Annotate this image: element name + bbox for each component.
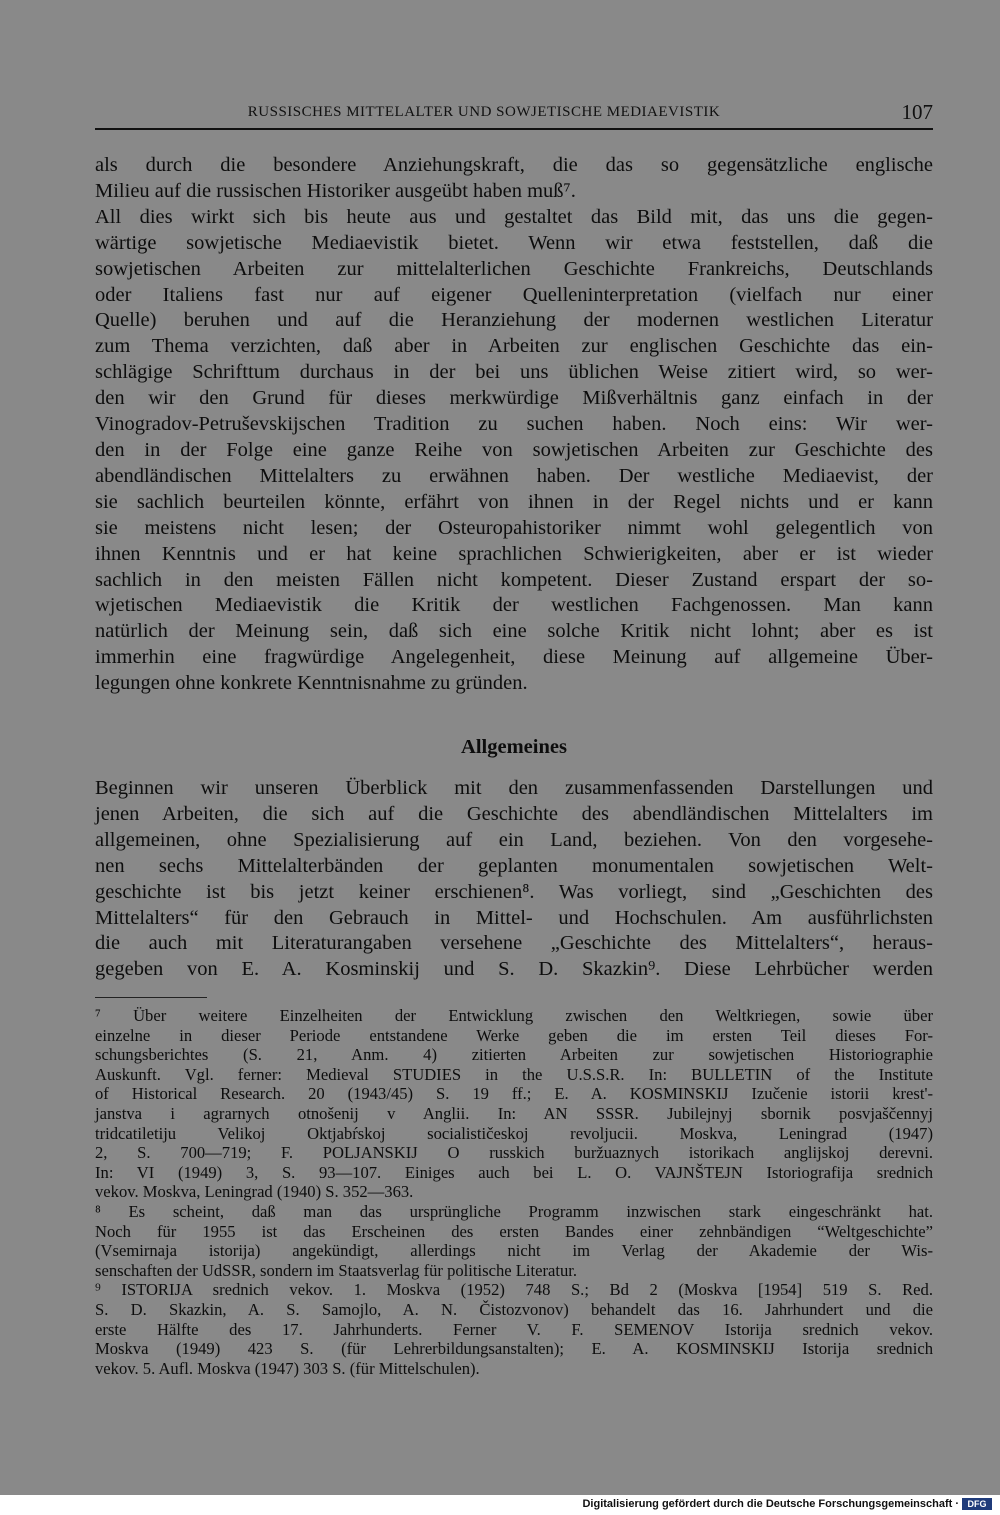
section-line: Mittelalters“ für den Gebrauch in Mittel- und Hochschulen. Am ausführlichsten — [95, 906, 933, 929]
footnote-line: Noch für 1955 ist das Erscheinen des ersten Bandes einer zehnbändigen “Weltgeschichte” — [95, 1221, 933, 1241]
body-line: schlägige Schrifttum durchaus in der bei uns üblichen Weise zitiert wird, so wer- — [95, 361, 933, 384]
body-line: wjetischen Mediaevistik die Kritik der westlichen Fachgenossen. Man kann — [95, 594, 933, 617]
section-line: gegeben von E. A. Kosminskij und S. D. Skazkin⁹. Diese Lehrbücher werden — [95, 958, 933, 981]
body-line: natürlich der Meinung sein, daß sich eine solche Kritik nicht lohnt; aber es ist — [95, 620, 933, 643]
body-line: sie meistens nicht lesen; der Osteuropahistoriker nimmt wohl gelegentlich von — [95, 516, 933, 539]
footnote-line: einzelne in dieser Periode entstandene Werke geben die im ersten Teil dieses For- — [95, 1025, 933, 1045]
footnote-divider — [95, 997, 207, 998]
body-line: zum Thema verzichten, daß aber in Arbeiten zur englischen Geschichte das ein- — [95, 335, 933, 358]
footnote-line: vekov. Moskva, Leningrad (1940) S. 352—363. — [95, 1182, 414, 1202]
footnote-line: Moskva (1949) 423 S. (für Lehrerbildungsanstalten); E. A. KOSMINSKIJ Istorija srednich — [95, 1339, 933, 1359]
body-line: oder Italiens fast nur auf eigener Quelleninterpretation (vielfach nur einer — [95, 283, 933, 306]
body-line: sachlich in den meisten Fällen nicht kompetent. Dieser Zustand erspart der so- — [95, 568, 933, 591]
running-header-title: RUSSISCHES MITTELALTER UND SOWJETISCHE MEDIAEVISTIK — [247, 104, 721, 120]
body-line: Quelle) beruhen und auf die Heranziehung der modernen westlichen Literatur — [95, 309, 933, 332]
footnote-line: ⁹ ISTORIJA srednich vekov. 1. Moskva (1952) 748 S.; Bd 2 (Moskva [1954] 519 S. Red. — [95, 1280, 933, 1300]
footnote-line: vekov. 5. Aufl. Moskva (1947) 303 S. (für Mittelschulen). — [95, 1358, 480, 1378]
footnote-line: schungsberichtes (S. 21, Anm. 4) zitierten Arbeiten zur sowjetischen Historiographie — [95, 1045, 933, 1065]
body-line: Vinogradov-Petruševskijschen Tradition zu suchen haben. Noch eins: Wir wer- — [95, 413, 933, 436]
section-line: allgemeinen, ohne Spezialisierung auf ein Land, beziehen. Von den vorgesehe- — [95, 828, 933, 851]
footnotes — [95, 1006, 933, 1378]
body-line: sowjetischen Arbeiten zur mittelalterlichen Geschichte Frankreichs, Deutschlands — [95, 257, 933, 280]
footnote-line: erste Hälfte des 17. Jahrhunderts. Ferner V. F. SEMENOV Istorija srednich vekov. — [95, 1319, 933, 1339]
body-line: ihnen Kenntnis und er hat keine sprachlichen Schwierigkeiten, aber er ist wieder — [95, 542, 933, 565]
footnote-line: 2, S. 700—719; F. POLJANSKIJ O russkich buržuaznych istorikach anglijskoj derevni. — [95, 1143, 933, 1163]
footnote-line: ⁸ Es scheint, daß man das ursprüngliche Programm inzwischen stark eingeschränkt hat. — [95, 1201, 933, 1221]
section-line: jenen Arbeiten, die sich auf die Geschichte des abendländischen Mittelalters im — [95, 802, 933, 825]
footnote-line: Auskunft. Vgl. ferner: Medieval STUDIES in the U.S.S.R. In: BULLETIN of the Institute — [95, 1064, 933, 1084]
body-line: als durch die besondere Anziehungskraft, die das so gegensätzliche englische — [95, 154, 933, 176]
footnote-line: janstva i agrarnych otnošenij v Anglii. In: AN SSSR. Jubilejnyj sbornik posvjaščennyj — [95, 1103, 933, 1123]
body-line: All dies wirkt sich bis heute aus und gestaltet das Bild mit, das uns die gegen- — [95, 205, 933, 228]
digitization-credit-text: Digitalisierung gefördert durch die Deutsche Forschungsgemeinschaft · — [582, 1498, 959, 1510]
body-line: abendländischen Mittelalters zu erwähnen haben. Der westliche Mediaevist, der — [95, 464, 933, 487]
section-line: Beginnen wir unseren Überblick mit den zusammenfassenden Darstellungen und — [95, 777, 933, 799]
body-line: legungen ohne konkrete Kenntnisnahme zu gründen. — [95, 672, 528, 695]
dfg-logo-icon: DFG — [962, 1498, 992, 1510]
page-number: 107 — [901, 100, 933, 124]
footnote-line: ⁷ Über weitere Einzelheiten der Entwicklung zwischen den Weltkriegen, sowie über — [95, 1006, 933, 1025]
footnote-line: S. D. Skazkin, A. S. Samojlo, A. N. Čistozvonov) behandelt das 16. Jahrhundert und die — [95, 1299, 933, 1319]
section-heading: Allgemeines — [461, 736, 567, 758]
body-line: sie sachlich beurteilen könnte, erfährt von ihnen in der Regel nichts und er kann — [95, 490, 933, 513]
body-line: wärtige sowjetische Mediaevistik bietet. Wenn wir etwa feststellen, daß die — [95, 231, 933, 254]
footnote-line: In: VI (1949) 3, S. 93—107. Einiges auch bei L. O. VAJNŠTEJN Istoriografija srednich — [95, 1162, 933, 1182]
section-paragraph — [95, 776, 933, 983]
digitization-credit — [582, 1498, 992, 1510]
running-header — [95, 100, 933, 130]
section-line: geschichte ist bis jetzt keiner erschienen⁸. Was vorliegt, sind „Geschichten des — [95, 880, 933, 903]
body-line: den in der Folge eine ganze Reihe von sowjetischen Arbeiten zur Geschichte des — [95, 438, 933, 461]
footnote-line: tridcatiletiju Velikoj Oktjabŕskoj socialističeskoj revoljucii. Moskva, Leningrad (1947) — [95, 1123, 933, 1143]
section-line: die auch mit Literaturangaben versehene „Geschichte des Mittelalters“, heraus- — [95, 932, 933, 955]
body-paragraphs — [95, 153, 933, 697]
section-line: nen sechs Mittelalterbänden der geplanten monumentalen sowjetischen Welt- — [95, 854, 933, 877]
body-line: den wir den Grund für dieses merkwürdige Mißverhältnis ganz einfach in der — [95, 387, 933, 410]
footnote-line: of Historical Research. 20 (1943/45) S. 19 ff.; E. A. KOSMINSKIJ Izučenie istorii krest'- — [95, 1084, 933, 1104]
footnote-line: (Vsemirnaja istorija) angekündigt, allerdings nicht im Verlag der Akademie der Wis- — [95, 1241, 933, 1261]
body-line: immerhin eine fragwürdige Angelegenheit, diese Meinung auf allgemeine Über- — [95, 646, 933, 669]
body-line: Milieu auf die russischen Historiker ausgeübt haben muß⁷. — [95, 179, 576, 202]
footnote-line: senschaften der UdSSR, sondern im Staatsverlag für politische Literatur. — [95, 1260, 578, 1280]
